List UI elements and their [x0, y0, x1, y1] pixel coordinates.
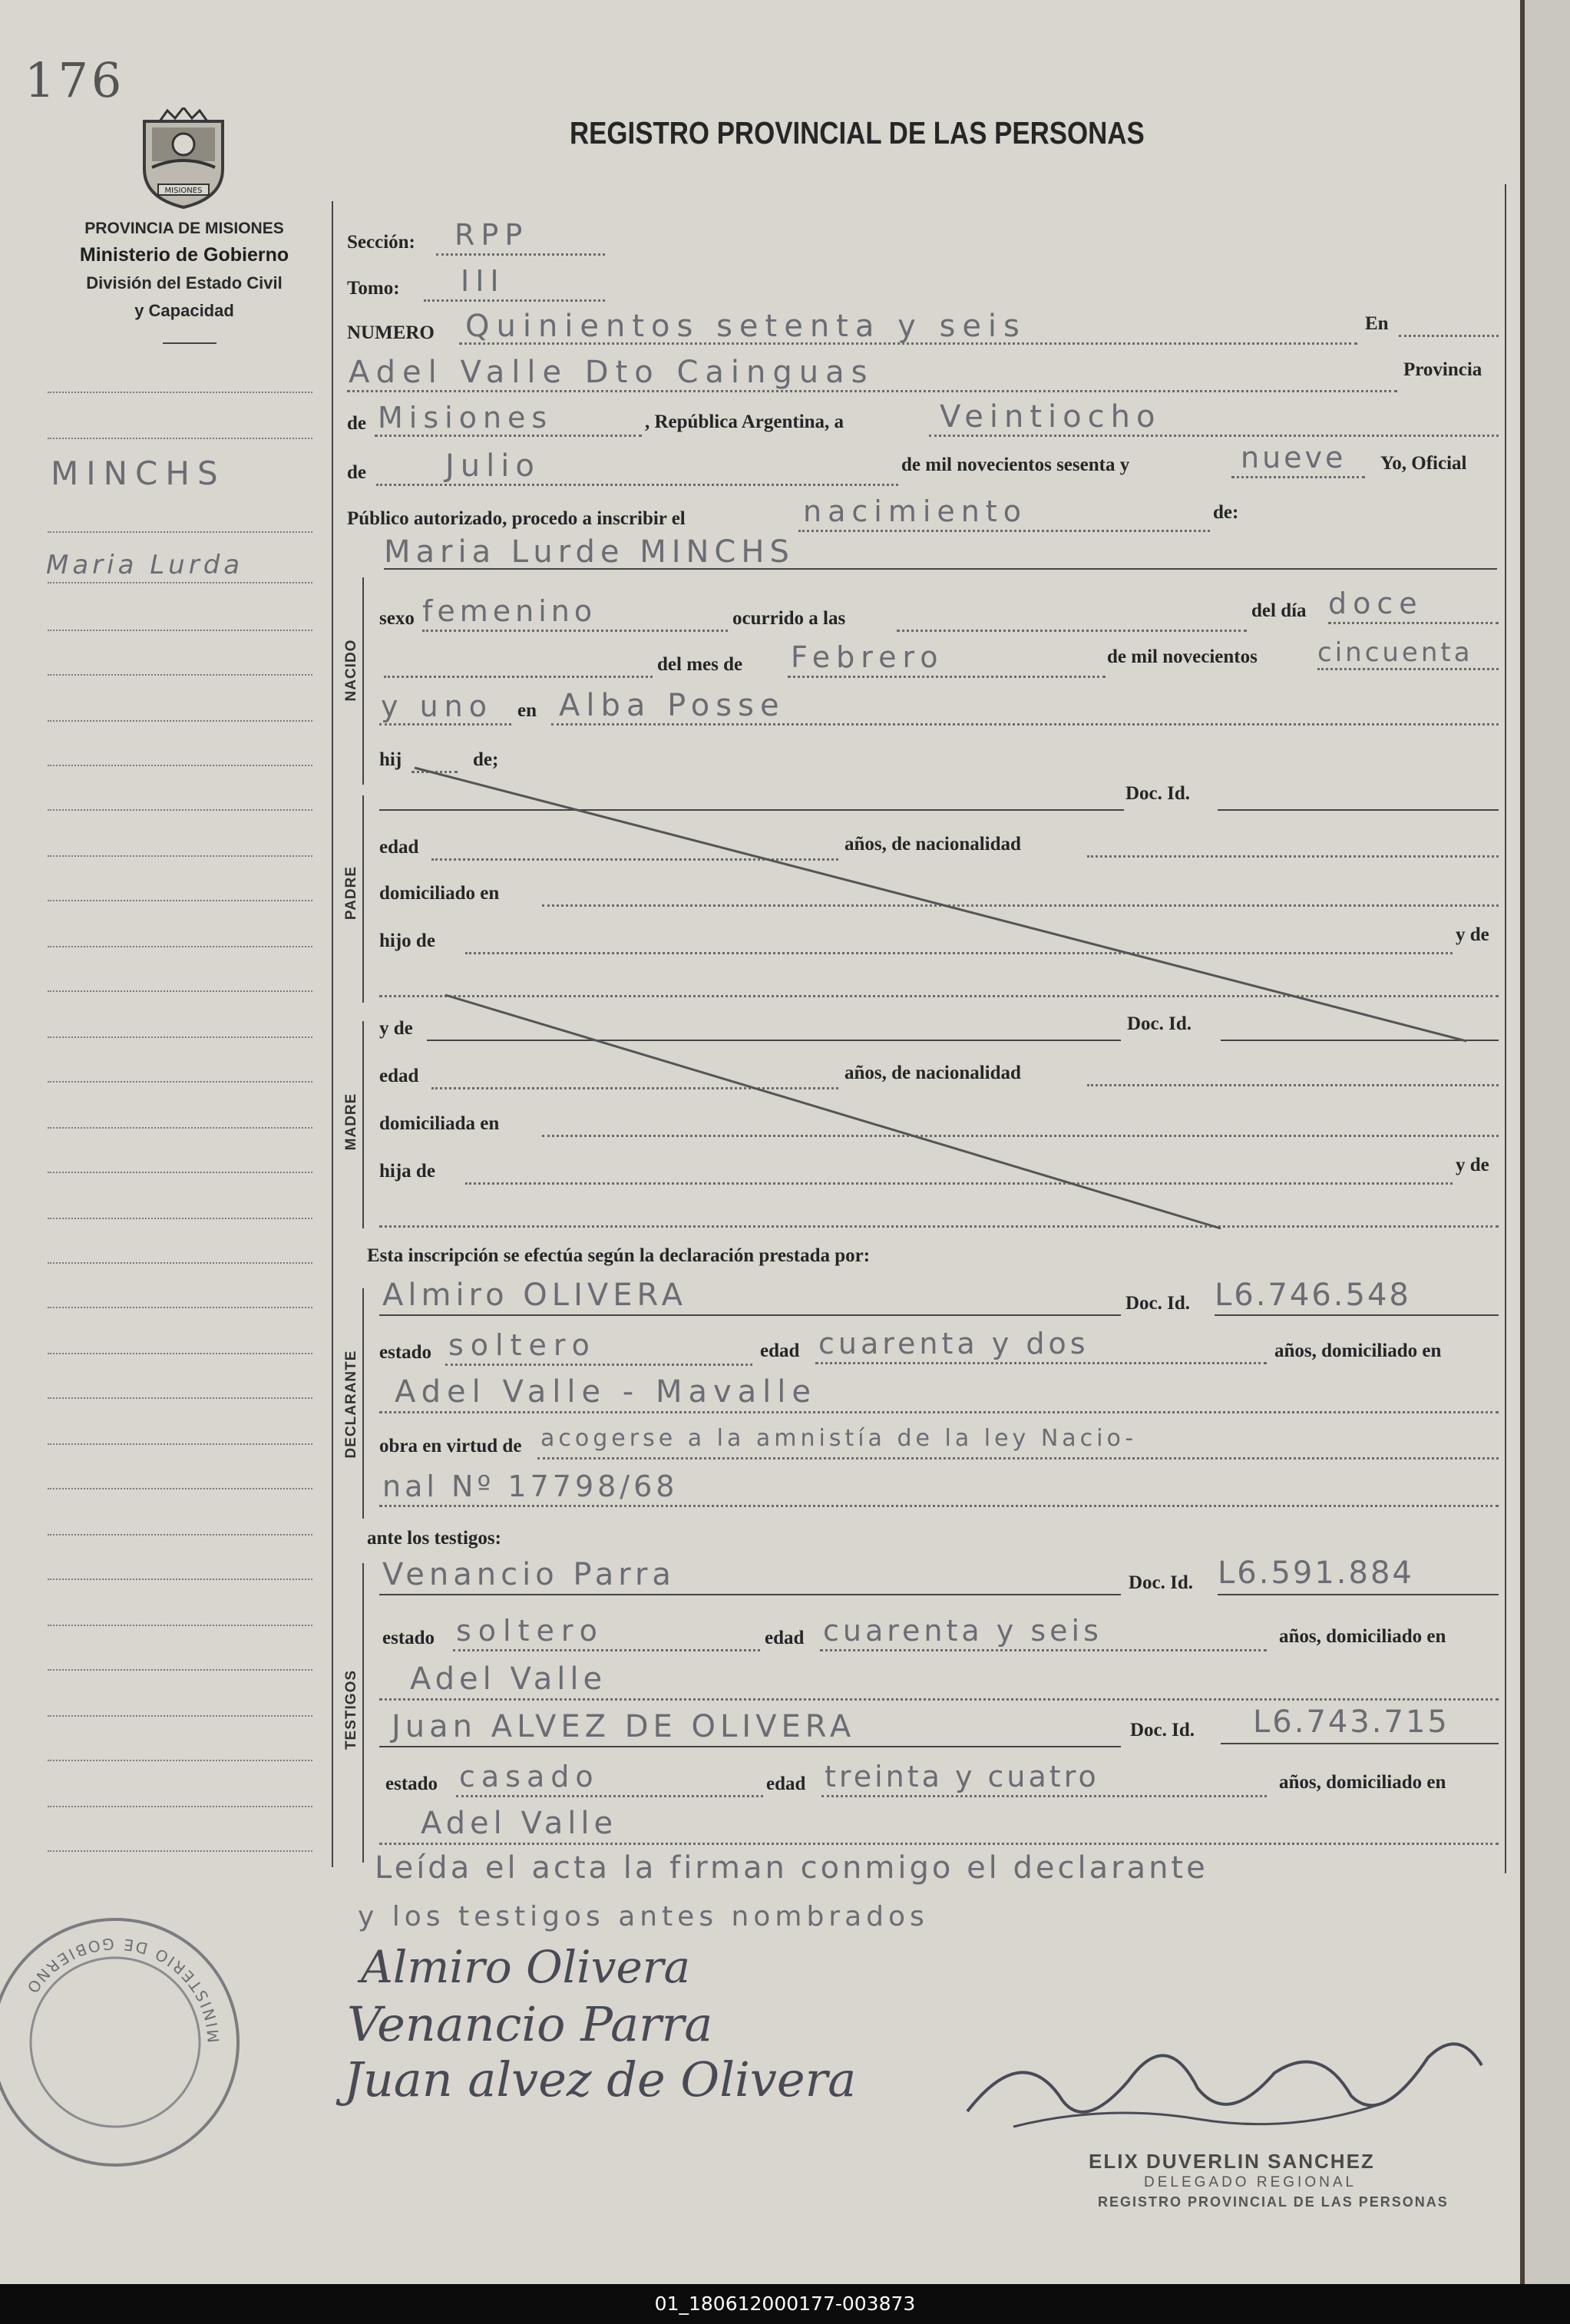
- t1-doc-label: Doc. Id.: [1129, 1572, 1194, 1593]
- t1-name: Venancio Parra: [382, 1557, 676, 1592]
- sexo-value: femenino: [422, 594, 597, 628]
- padre-yde-label: y de: [1456, 924, 1489, 945]
- padre-edad-label: edad: [379, 837, 419, 858]
- en-label-nacido: en: [517, 700, 537, 721]
- anio-value-2: y uno: [381, 689, 493, 723]
- nacido-name: Maria Lurde MINCHS: [384, 534, 795, 570]
- de2-label: de: [347, 462, 366, 483]
- stamp-office: REGISTRO PROVINCIAL DE LAS PERSONAS: [1098, 2194, 1449, 2210]
- facing-page-edge: [1520, 0, 1570, 2284]
- madre-yde2-label: y de: [1456, 1155, 1489, 1175]
- en-label: En: [1365, 313, 1389, 334]
- declarante-edad-label: edad: [760, 1341, 800, 1361]
- declarante-estado-value: soltero: [448, 1328, 597, 1362]
- testigos-intro: ante los testigos:: [367, 1528, 501, 1549]
- t2-domicilio-value: Adel Valle: [421, 1806, 618, 1841]
- madre-nacionalidad-label: años, de nacionalidad: [844, 1063, 1021, 1083]
- publico-label: Público autorizado, procedo a inscribir el: [347, 508, 686, 529]
- de3-label: de:: [1213, 502, 1239, 523]
- signature-1: Almiro Olivera: [361, 1941, 691, 1993]
- declarante-edad-value: cuarenta y dos: [818, 1327, 1089, 1360]
- margin-given-name: Maria Lurda: [46, 550, 244, 580]
- signature-3: Juan alvez de Olivera: [344, 2051, 857, 2107]
- t2-name: Juan ALVEZ DE OLIVERA: [392, 1709, 856, 1744]
- section-declarante: DECLARANTE: [343, 1350, 359, 1459]
- numero-label: NUMERO: [347, 322, 435, 343]
- closing-line-2: y los testigos antes nombrados: [358, 1901, 929, 1932]
- oficial-label: Yo, Oficial: [1380, 453, 1467, 474]
- padre-nacionalidad-label: años, de nacionalidad: [844, 834, 1021, 855]
- province-value: Misiones: [378, 401, 554, 435]
- round-seal-text: MINISTERIO DE GOBIERNO: [21, 1934, 223, 2044]
- madre-doc-label: Doc. Id.: [1127, 1013, 1192, 1034]
- anio-value-1: cincuenta: [1317, 637, 1473, 668]
- padre-hijo-label: hijo de: [379, 931, 435, 951]
- province-name: PROVINCIA DE MISIONES: [84, 220, 284, 237]
- declarante-domicilio-value: Adel Valle - Mavalle: [395, 1374, 817, 1410]
- t1-estado-label: estado: [382, 1628, 435, 1648]
- t1-domicilio-value: Adel Valle: [410, 1661, 607, 1697]
- declaracion-text: Esta inscripción se efectúa según la declaración prestada por:: [367, 1245, 871, 1266]
- page-title: REGISTRO PROVINCIAL DE LAS PERSONAS: [570, 115, 1145, 150]
- lugar-value: Alba Posse: [559, 688, 785, 723]
- signature-2: Venancio Parra: [347, 1996, 713, 2052]
- round-seal: [0, 1904, 253, 2180]
- obra-label: obra en virtud de: [379, 1436, 522, 1456]
- place-value: Adel Valle Dto Cainguas: [349, 355, 874, 390]
- del-dia-label: del día: [1251, 600, 1307, 621]
- seccion-label: Sección:: [347, 232, 415, 253]
- declarante-name: Almiro OLIVERA: [382, 1278, 688, 1313]
- t1-domicilio-label: años, domiciliado en: [1279, 1626, 1446, 1647]
- t2-doc-value: L6.743.715: [1253, 1704, 1449, 1740]
- padre-doc-label: Doc. Id.: [1125, 783, 1191, 804]
- de-label: de: [347, 413, 366, 434]
- hij-label: hij: [379, 749, 402, 770]
- declarante-doc-value: L6.746.548: [1215, 1278, 1411, 1313]
- section-madre: MADRE: [343, 1093, 359, 1151]
- division-name: División del Estado Civil: [86, 273, 283, 293]
- obra-value-2: nal Nº 17798/68: [382, 1469, 679, 1503]
- stamp-title: DELEGADO REGIONAL: [1144, 2174, 1357, 2190]
- t2-edad-value: treinta y cuatro: [825, 1760, 1099, 1793]
- t2-edad-label: edad: [766, 1774, 806, 1794]
- declarante-estado-label: estado: [379, 1342, 432, 1363]
- image-caption: 01_180612000177-003873: [0, 2284, 1570, 2324]
- seccion-value: RPP: [454, 218, 529, 252]
- nacido-de-label: de;: [473, 749, 499, 770]
- provincia-label: Provincia: [1403, 359, 1482, 380]
- t1-doc-value: L6.591.884: [1218, 1555, 1414, 1591]
- t1-edad-label: edad: [765, 1628, 805, 1648]
- section-padre: PADRE: [343, 865, 359, 921]
- section-nacido: NACIDO: [343, 639, 359, 702]
- official-signature: [952, 2012, 1489, 2150]
- year-value: nueve: [1241, 441, 1347, 474]
- seal-text: MISIONES: [164, 187, 203, 195]
- act-value: nacimiento: [803, 494, 1028, 528]
- capacity-name: y Capacidad: [134, 301, 234, 320]
- madre-edad-label: edad: [379, 1066, 419, 1086]
- t2-doc-label: Doc. Id.: [1130, 1720, 1195, 1741]
- day-value: Veintiocho: [940, 399, 1162, 435]
- mes-value: Febrero: [791, 640, 944, 674]
- month-value: Julio: [445, 448, 540, 484]
- declarante-doc-label: Doc. Id.: [1125, 1293, 1191, 1314]
- page-number: 176: [25, 52, 125, 108]
- t1-edad-value: cuarenta y seis: [823, 1614, 1102, 1648]
- t2-domicilio-label: años, domiciliado en: [1279, 1772, 1446, 1793]
- t1-estado-value: soltero: [456, 1614, 604, 1648]
- tomo-value: III: [461, 264, 505, 298]
- ocurrido-label: ocurrido a las: [732, 608, 846, 629]
- year-label: de mil novecientos sesenta y: [901, 455, 1130, 475]
- madre-yde-label: y de: [379, 1018, 413, 1039]
- madre-domicilio-label: domiciliada en: [379, 1113, 500, 1134]
- tomo-label: Tomo:: [347, 278, 400, 299]
- t2-estado-value: casado: [459, 1760, 600, 1793]
- ministry-name: Ministerio de Gobierno: [79, 244, 289, 266]
- margin-surname: MINCHS: [51, 455, 226, 492]
- mes-label: del mes de: [657, 654, 743, 675]
- padre-domicilio-label: domiciliado en: [379, 883, 500, 904]
- sexo-label: sexo: [379, 608, 415, 629]
- obra-value-1: acogerse a la amnistía de la ley Nacio-: [540, 1425, 1138, 1452]
- dia-value: doce: [1328, 587, 1423, 620]
- republica-label: , República Argentina, a: [645, 412, 844, 432]
- mil-label: de mil novecientos: [1107, 646, 1258, 667]
- stamp-name: ELIX DUVERLIN SANCHEZ: [1089, 2150, 1375, 2173]
- declarante-domicilio-label: años, domiciliado en: [1274, 1341, 1442, 1361]
- numero-value: Quinientos setenta y seis: [465, 309, 1026, 344]
- t2-estado-label: estado: [385, 1774, 438, 1794]
- closing-line-1: Leída el acta la firman conmigo el declarante: [375, 1850, 1208, 1886]
- madre-hija-label: hija de: [379, 1161, 435, 1182]
- section-testigos: TESTIGOS: [343, 1669, 359, 1750]
- svg-text:MINISTERIO DE GOBIERNO: [21, 1935, 223, 2044]
